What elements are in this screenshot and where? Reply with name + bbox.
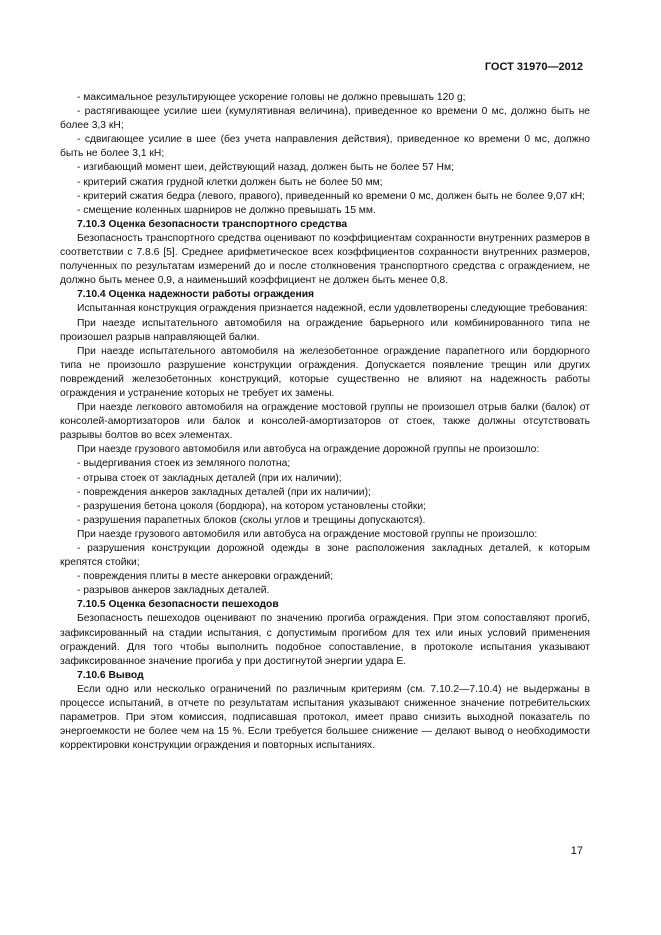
paragraph: При наезде испытательного автомобиля на железобетонное ограждение парапетного или бордюрного типа не произошло разрушение конструкции ограждения. Допускается появление трещин или других повреждений железобетонных конструкций, которые существенно не влияют на надежность работы ограждения и устранение которых не требует их замены. xyxy=(60,345,590,399)
paragraph: - повреждения плиты в месте анкеровки ограждений; xyxy=(77,571,334,583)
paragraph: При наезде грузового автомобиля или автобуса на ограждение мостовой группы не произошло: xyxy=(77,528,538,540)
paragraph: - разрушения бетона цоколя (бордюра), на котором установлены стойки; xyxy=(77,500,426,512)
section-heading: 7.10.3 Оценка безопасности транспортного средства xyxy=(77,218,348,230)
paragraph: - разрушения конструкции дорожной одежды в зоне расположения закладных деталей, к которым крепятся стойки; xyxy=(60,543,590,569)
paragraph: - выдергивания стоек из земляного полотна; xyxy=(77,458,291,470)
paragraph: - смещение коленных шарниров не должно превышать 15 мм. xyxy=(77,204,376,216)
paragraph: - разрушения парапетных блоков (сколы углов и трещины допускаются). xyxy=(77,514,426,526)
paragraph: - повреждения анкеров закладных деталей (при их наличии); xyxy=(77,486,371,498)
section-heading: 7.10.5 Оценка безопасности пешеходов xyxy=(77,599,279,611)
paragraph: - критерий сжатия бедра (левого, правого), приведенный ко времени 0 мс, должен быть не более 9,07 кН; xyxy=(77,190,586,202)
paragraph: При наезде испытательного автомобиля на ограждение барьерного или комбинированного типа не произошел разрыв направляющей балки. xyxy=(60,317,590,343)
paragraph: Безопасность транспортного средства оценивают по коэффициентам сохранности внутренних размеров в соответствии с 7.8.6 [5]. Среднее арифметическое всех коэффициентов сохранности внутренних размеров, полученных по результатам измерений до и после столкновения транспортного средства с ограждением, не должно быть менее 0,9, а наименьший коэффициент не должен быть менее 0,8. xyxy=(60,232,590,287)
paragraph: Если одно или несколько ограничений по различным критериям (см. 7.10.2—7.10.4) не выдержаны в процессе испытаний, в отчете по результатам испытания указывают сниженное значение потребительских параметров. При этом комиссия, подписавшая протокол, имеет право снизить выходной показатель по энергоемкости не более чем на 15 %. Если требуется большее снижение — делают вывод о необходимости корректировки конструкции ограждения и повторных испытаниях. xyxy=(60,683,590,752)
paragraph: При наезде грузового автомобиля или автобуса на ограждение дорожной группы не произошло: xyxy=(77,444,540,456)
paragraph: - критерий сжатия грудной клетки должен быть не более 50 мм; xyxy=(77,176,383,188)
page-number: 17 xyxy=(570,845,583,857)
section-heading: 7.10.6 Вывод xyxy=(77,669,144,681)
paragraph: Испытанная конструкция ограждения признается надежной, если удовлетворены следующие требования: xyxy=(77,303,588,315)
paragraph: - разрывов анкеров закладных деталей. xyxy=(77,585,270,597)
paragraph: - сдвигающее усилие в шее (без учета направления действия), приведенное ко времени 0 мс, должно быть не более 3,1 кН; xyxy=(60,134,590,160)
paragraph: - максимальное результирующее ускорение головы не должно превышать 120 g; xyxy=(77,92,466,103)
paragraph: - изгибающий момент шеи, действующий назад, должен быть не более 57 Нм; xyxy=(77,162,454,174)
document-body xyxy=(60,91,590,753)
section-heading: 7.10.4 Оценка надежности работы ограждения xyxy=(77,289,315,301)
paragraph: - отрыва стоек от закладных деталей (при их наличии); xyxy=(77,472,342,484)
paragraph: - растягивающее усилие шеи (кумулятивная величина), приведенное ко времени 0 мс, должно быть не более 3,3 кН; xyxy=(60,106,590,132)
paragraph: Безопасность пешеходов оценивают по значению прогиба ограждения. При этом сопоставляют прогиб, зафиксированный на стадии испытания, с допустимым прогибом для тех или иных условий применения ограждений. Для того чтобы выполнить подобное сопоставление, в протоколе испытания указывают зафиксированное значение прогиба y при достигнутой энергии удара E. xyxy=(60,613,590,667)
document-header: ГОСТ 31970—2012 xyxy=(484,61,583,73)
paragraph: При наезде легкового автомобиля на ограждение мостовой группы не произошел отрыв балки (балок) от консолей-амортизаторов или балок и консолей-амортизаторов от стоек, также должны отсутствовать разрывы болтов во всех элементах. xyxy=(60,402,590,442)
